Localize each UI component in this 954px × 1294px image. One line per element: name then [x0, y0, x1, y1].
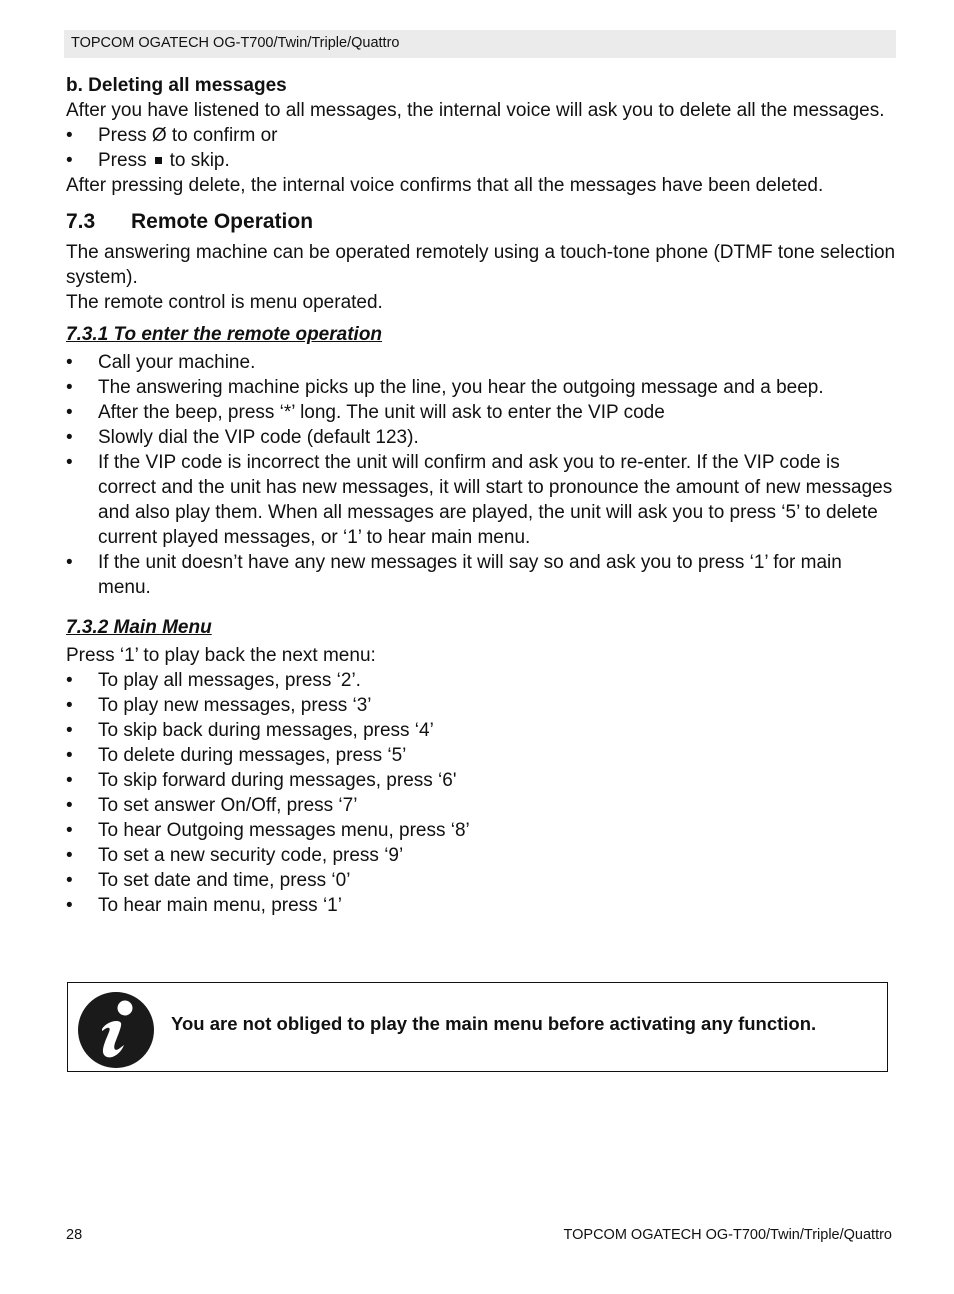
bullet-icon: • [66, 150, 73, 171]
list-item-text: To play new messages, press ‘3’ [98, 695, 372, 716]
header-title: TOPCOM OGATECH OG-T700/Twin/Triple/Quattro [71, 35, 400, 51]
list-item [66, 450, 896, 550]
main-menu-heading: 7.3.2 Main Menu [66, 617, 212, 638]
list-item-text: If the VIP code is incorrect the unit will confirm and ask you to re-enter. If the VIP code is correct and the unit has new messages, it will start to pronounce the amount of new messages and also play them. When all messages are played, the unit will ask you to press ‘5’ to delete current played messages, or ‘1’ to hear main menu. [98, 452, 893, 548]
list-item [66, 743, 896, 768]
list-item [66, 350, 896, 375]
deleting-heading: b. Deleting all messages [66, 75, 287, 96]
list-item-text: Call your machine. [98, 352, 256, 373]
bullet-icon: • [66, 452, 73, 473]
deleting-outro: After pressing delete, the internal voice confirms that all the messages have been deleted. [66, 175, 824, 196]
list-item [66, 375, 896, 400]
list-item [66, 843, 896, 868]
deleting-list [66, 123, 896, 173]
stop-square-icon [155, 157, 162, 164]
bullet-icon: • [66, 820, 73, 841]
section-number: 7.3 [66, 210, 96, 233]
main-menu-intro: Press ‘1’ to play back the next menu: [66, 645, 376, 666]
list-item [66, 550, 896, 600]
deleting-intro: After you have listened to all messages, the internal voice will ask you to delete all the messages. [66, 100, 885, 121]
list-item-text: To skip back during messages, press ‘4’ [98, 720, 434, 741]
list-item [66, 868, 896, 893]
bullet-icon: • [66, 125, 73, 146]
bullet-icon: • [66, 402, 73, 423]
list-item-text: Slowly dial the VIP code (default 123). [98, 427, 419, 448]
info-icon [77, 991, 155, 1069]
list-item-text: To hear Outgoing messages menu, press ‘8’ [98, 820, 470, 841]
bullet-icon: • [66, 745, 73, 766]
list-item-text: The answering machine picks up the line, you hear the outgoing message and a beep. [98, 377, 824, 398]
list-item: • Press to skip. [66, 150, 230, 171]
note-text: You are not obliged to play the main menu before activating any function. [171, 1013, 817, 1034]
page-number: 28 [66, 1227, 83, 1243]
list-item [66, 793, 896, 818]
list-item-text: To delete during messages, press ‘5’ [98, 745, 407, 766]
list-item [66, 693, 896, 718]
list-item-text: To set a new security code, press ‘9’ [98, 845, 404, 866]
bullet-icon: • [66, 352, 73, 373]
remote-intro: The answering machine can be operated remotely using a touch-tone phone (DTMF tone selection system). [66, 242, 896, 288]
list-item [66, 668, 896, 693]
footer-title: TOPCOM OGATECH OG-T700/Twin/Triple/Quattro [563, 1227, 892, 1243]
remote-menu-note: The remote control is menu operated. [66, 292, 383, 313]
bullet-icon: • [66, 870, 73, 891]
section-title: Remote Operation [131, 210, 314, 233]
enter-remote-list [66, 350, 896, 600]
list-item [66, 400, 896, 425]
page-content [66, 73, 896, 918]
info-note [67, 982, 888, 1072]
list-item-text: If the unit doesn’t have any new messages it will say so and ask you to press ‘1’ for main menu. [98, 552, 842, 598]
bullet-icon: • [66, 377, 73, 398]
list-item [66, 768, 896, 793]
enter-remote-heading: 7.3.1 To enter the remote operation [66, 324, 383, 345]
list-item [66, 818, 896, 843]
bullet-icon: • [66, 695, 73, 716]
bullet-icon: • [66, 770, 73, 791]
list-item-text: To set answer On/Off, press ‘7’ [98, 795, 358, 816]
main-menu-list [66, 668, 896, 918]
list-item-text: To skip forward during messages, press ‘6' [98, 770, 457, 791]
list-item [66, 893, 896, 918]
bullet-icon: • [66, 670, 73, 691]
list-item-text: To set date and time, press ‘0’ [98, 870, 351, 891]
list-item [66, 425, 896, 450]
bullet-icon: • [66, 427, 73, 448]
list-item-text: To play all messages, press ‘2’. [98, 670, 361, 691]
bullet-icon: • [66, 895, 73, 916]
bullet-icon: • [66, 845, 73, 866]
bullet-icon: • [66, 552, 73, 573]
section-heading [66, 209, 896, 235]
list-item-text: To hear main menu, press ‘1’ [98, 895, 342, 916]
bullet-icon: • [66, 795, 73, 816]
bullet-icon: • [66, 720, 73, 741]
list-item-text: After the beep, press ‘*’ long. The unit will ask to enter the VIP code [98, 402, 665, 423]
list-item [66, 718, 896, 743]
list-item: • Press Ø to confirm or [66, 125, 278, 146]
page-header [64, 30, 896, 58]
